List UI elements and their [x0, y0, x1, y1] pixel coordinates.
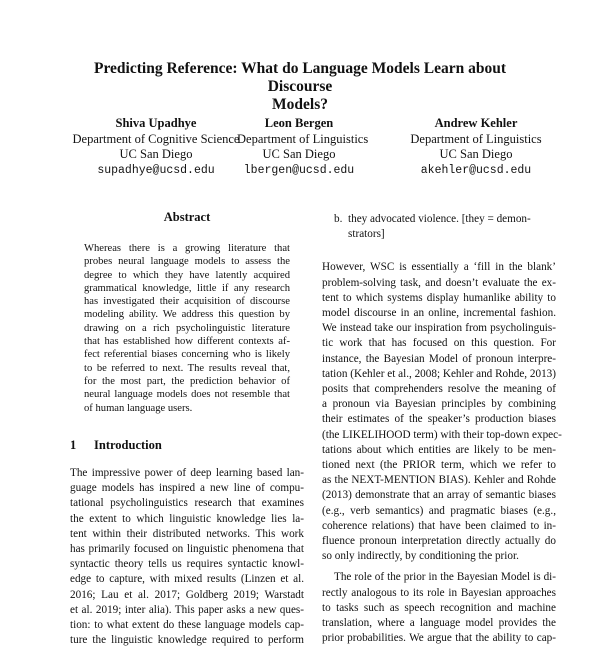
paragraph	[322, 570, 556, 646]
abstract-line: of human language users.	[84, 402, 193, 414]
example-line: strators]	[348, 228, 385, 241]
title-line-1: Predicting Reference: What do Language Models Learn about Discourse	[93, 60, 507, 95]
intro-line: ture the linguistic knowledge required to perform	[70, 634, 304, 647]
author-inst: UC San Diego	[119, 147, 193, 161]
author-dept: Department of Linguistics	[410, 131, 542, 146]
example-line: they advocated violence. [they = demon-	[348, 213, 531, 225]
body-line: tation (Kehler et al., 2008; Kehler and Rohde, 2013)	[322, 367, 556, 380]
author-email[interactable]: supadhye@ucsd.edu	[97, 163, 215, 177]
body-line: as the NEXT-MENTION BIAS). Kehler and Rohde	[322, 474, 556, 487]
abstract-line: degree to which they have latently acquired	[84, 269, 290, 281]
left-column	[70, 210, 304, 647]
body-line: (the LIKELIHOOD term) with their top-down expec-	[322, 428, 562, 441]
body-line: instance, the Bayesian Model of pronoun interpre-	[322, 352, 556, 365]
body-line: However, WSC is essentially a ‘fill in the blank’	[322, 261, 556, 274]
intro-line: the extent to which linguistic knowledge lies la-	[70, 512, 304, 525]
body-line: (e.g., verb semantics) and pragmatic biases (e.g.,	[322, 504, 556, 517]
author-1	[58, 116, 254, 178]
author-inst: UC San Diego	[262, 147, 336, 161]
abstract-line: for the most part, the prediction behavior of	[84, 375, 290, 387]
body-line: posits that comprehenders resolve the meaning of	[322, 383, 556, 396]
intro-line: has primarily focused on linguistic phenomena that	[70, 543, 304, 556]
abstract-line: that has established how different contexts af-	[84, 336, 290, 348]
paragraph	[322, 260, 562, 564]
abstract-line: modeling ability. We address this question by	[84, 309, 290, 321]
example-label: b.	[334, 213, 343, 225]
body-line: (2013) demonstrate that an array of semantic biases	[322, 489, 556, 502]
body-line: their estimates of the speaker’s production biases	[322, 413, 556, 426]
body-line: The role of the prior in the Bayesian Model is di-	[334, 571, 556, 584]
body-line: model discourse in an online, incremental fashion.	[322, 307, 556, 320]
abstract-line: to be referred to next. The results reveal that,	[84, 362, 290, 374]
abstract-line: neural language models does not resemble that	[84, 389, 290, 401]
introduction-text	[70, 466, 304, 648]
body-line: fluence pronoun interpretation directly actually do	[322, 535, 556, 548]
intro-line: tent within their distributed networks. This work	[70, 527, 304, 540]
body-line: to tasks such as speech recognition and machine	[322, 601, 556, 614]
abstract-line: grammatical knowledge, little if any research	[84, 282, 290, 294]
abstract-text	[84, 242, 290, 415]
abstract-line: probes neural language models to assess the	[84, 256, 290, 268]
abstract-heading: Abstract	[163, 210, 211, 224]
section-title: Introduction	[94, 438, 162, 452]
intro-line: The impressive power of deep learning based lan-	[70, 467, 304, 479]
section-number: 1	[70, 438, 77, 452]
intro-line: tational psycholinguistics research that examines	[70, 497, 304, 510]
section-heading-introduction	[70, 438, 162, 453]
abstract-line: Whereas there is a growing literature that	[84, 243, 290, 254]
body-line: translation, where a language model provides the	[322, 617, 556, 630]
author-dept: Department of Linguistics	[237, 131, 369, 146]
abstract-line: drawing on a rich psycholinguistic literature	[84, 322, 290, 334]
title-line-2: Models?	[272, 96, 328, 113]
body-line: a pronoun via Bayesian principles by combining	[322, 398, 556, 411]
author-2	[237, 116, 369, 178]
body-line: so only indirectly, by conditioning the prior.	[322, 550, 519, 563]
intro-line: et al. 2019; inter alia). This paper asks a new ques-	[70, 603, 304, 616]
intro-line: syntactic theory tells us requires syntactic knowl-	[70, 558, 304, 571]
intro-line: edge to capture, with mixed results (Linzen et al.	[70, 573, 304, 586]
body-line: coherence relations) that have been claimed to in-	[322, 519, 556, 532]
body-text	[322, 260, 562, 646]
author-email[interactable]: lbergen@ucsd.edu	[243, 163, 355, 177]
abstract-line: has investigated their acquisition of discourse	[84, 296, 290, 308]
example-item	[322, 212, 556, 242]
author-inst: UC San Diego	[439, 147, 513, 161]
intro-line: tion: to what extent do these language models cap-	[70, 619, 304, 632]
body-line: tic work that has focused on this question. For	[322, 337, 556, 350]
author-name: Andrew Kehler	[434, 116, 518, 130]
body-line: We instead take our inspiration from psycholinguis-	[322, 322, 556, 335]
body-line: tioned next (the PRIOR term, which we refer to	[322, 459, 556, 472]
body-line: rectly analogous to its role in Bayesian approaches	[322, 586, 556, 599]
author-dept: Department of Cognitive Science	[72, 131, 240, 146]
author-name: Shiva Upadhye	[115, 116, 197, 130]
author-email[interactable]: akehler@ucsd.edu	[420, 163, 532, 177]
abstract-line: fect referential biases concerning who is likely	[84, 349, 290, 361]
intro-line: guage models has inspired a new line of compu-	[70, 482, 304, 495]
intro-line: 2016; Lau et al. 2017; Goldberg 2019; Warstadt	[70, 588, 304, 601]
body-line: tations about which entities are likely to be men-	[322, 443, 556, 456]
body-line: prior probabilities. We argue that the ability to cap-	[322, 632, 556, 645]
body-line: tent to which systems display humanlike ability to	[322, 291, 556, 304]
author-3	[378, 116, 574, 178]
paper-title	[60, 60, 540, 114]
author-name: Leon Bergen	[264, 116, 334, 130]
body-line: problem-solving task, and doesn’t evaluate the ex-	[322, 276, 556, 289]
right-column	[322, 212, 562, 646]
